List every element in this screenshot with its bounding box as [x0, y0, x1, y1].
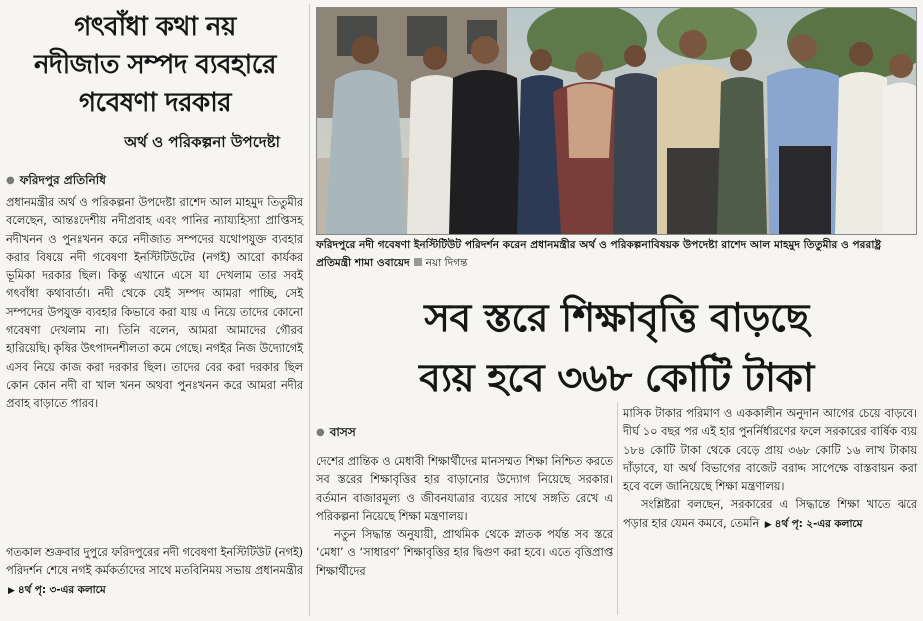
news-photo — [316, 7, 917, 235]
main-headline-line-2: ব্যয় হবে ৩৬৮ কোটি টাকা — [419, 355, 814, 401]
left-headline-line-2: নদীজাত সম্পদ ব্যবহারে — [34, 50, 276, 80]
photo-illustration — [317, 8, 916, 234]
main-col-b-paragraph-2-text: সংশ্লিষ্টরা বলছেন, সরকারের এ সিদ্ধান্তে শিক্ষা খাতে ঝরে পড়ার হার যেমন কমবে, তেমনি — [623, 497, 917, 530]
left-jump-text: ৪র্থ পৃ: ৩-এর কলামে — [17, 583, 106, 596]
photo-caption — [316, 236, 917, 272]
main-headline-line-1: সব স্তরে শিক্ষাবৃত্তি বাড়ছে — [424, 295, 809, 341]
main-story-dateline — [316, 424, 356, 444]
photo-caption-text: ফরিদপুরে নদী গবেষণা ইনস্টিটিউট পরিদর্শন করেন প্রধানমন্ত্রীর অর্থ ও পরিকল্পনাবিষয়ক উপদেষ্টা রাশেদ আল মাহমুদ তিতুমীর ও পররাষ্ট্র প্রতিমন্ত্রী শামা ওবায়েদ — [316, 239, 882, 269]
play-triangle-icon: ▶ — [764, 519, 772, 530]
left-story-dateline — [6, 172, 106, 192]
left-story-body-1: প্রধানমন্ত্রীর অর্থ ও পরিকল্পনা উপদেষ্টা রাশেদ আল মাহমুদ তিতুমীর বলেছেন, আন্তঃদেশীয় নদীপ্রবাহ এবং পানির ন্যায্যহিস্যা প্রাপ্তিসহ নদীখনন ও পুনঃখনন করে নদীজাত সম্পদের যথোপযুক্ত ব্যবহার করার বিষয়ে নদী গবেষণা ইনস্টিটিউটের (নগই) আরো কার্যকর ভূমিকা দরকার ছিল। কিন্তু এখানে এসে যা দেখলাম তার সবই গৎবাঁধা কথাবার্তা। নদী থেকে যেই সম্পদ আমরা পাচ্ছি, সেই সম্পদের উপযুক্ত ব্যবহার কিভাবে করা যায় এ নিয়ে তাদের কোনো গবেষণা দেখলাম না। তিনি বলেন, আমরা আমাদের গৌরব হারিয়েছি। কৃষির উৎপাদনশীলতা কমে গেছে। নগইর নিজ উদ্যোগেই এসব নিয়ে কাজ করা দরকার ছিল। তাদের বের করা দরকার ছিল কোন কোন নদী বা খাল খনন অথবা পুনঃখনন করে আমরা নদীর প্রবাহ বাড়াতে পারব। — [6, 195, 303, 411]
main-story-column-a — [316, 452, 613, 580]
main-col-b-paragraph-2 — [623, 495, 917, 534]
left-story-body-2 — [6, 543, 303, 600]
main-story-headline — [316, 288, 917, 408]
main-story-column-b — [623, 404, 917, 534]
main-col-a-paragraph-2: নতুন সিদ্ধান্ত অনুযায়ী, প্রাথমিক থেকে স্নাতক পর্যন্ত সব স্তরে ‘মেধা’ ও ‘সাধারণ’ শিক্ষাবৃত্তির হার দ্বিগুণ করা হবে। এতে বৃত্তিপ্রাপ্ত শিক্ষার্থীদের — [316, 527, 613, 578]
left-headline-line-1: গৎবাঁধা কথা নয় — [74, 12, 236, 42]
left-story-headline — [6, 8, 304, 122]
bullet-icon: ● — [6, 175, 15, 186]
left-headline-line-3: গবেষণা দরকার — [78, 88, 232, 118]
left-dateline-text: ফরিদপুর প্রতিনিধি — [19, 173, 106, 187]
bullet-icon: ● — [316, 427, 325, 438]
main-dateline-text: বাসস — [329, 425, 356, 439]
left-story-byline: অর্থ ও পরিকল্পনা উপদেষ্টা — [124, 133, 280, 151]
play-triangle-icon: ▶ — [8, 585, 15, 596]
column-divider — [617, 402, 618, 615]
column-divider — [309, 4, 310, 616]
photo-credit: নয়া দিগন্ত — [425, 257, 468, 269]
left-body-2-text: গতকাল শুক্রবার দুপুরে ফরিদপুরের নদী গবেষণা ইনস্টিটিউট (নগই) পরিদর্শন শেষে নগই কর্মকর্তাদের সাথে মতবিনিময় সভায় প্রধানমন্ত্রীর — [6, 545, 303, 578]
left-story-jump-link[interactable] — [6, 584, 106, 596]
square-bullet-icon — [414, 258, 422, 266]
main-story-jump-link[interactable] — [763, 518, 863, 530]
main-col-a-paragraph-1: দেশের প্রান্তিক ও মেধাবী শিক্ষার্থীদের মানসম্মত শিক্ষা নিশ্চিত করতে সব স্তরের শিক্ষাবৃত্তির হার বাড়ানোর উদ্যোগ নিয়েছে সরকার। বর্তমান বাজারমূল্য ও জীবনযাত্রার ব্যয়ের সাথে সঙ্গতি রেখে এ পরিকল্পনা নিয়েছে শিক্ষা মন্ত্রণালয়। — [316, 454, 613, 523]
main-jump-text: ৪র্থ পৃ: ২-এর কলামে — [774, 517, 863, 530]
main-col-b-paragraph-1: মাসিক টাকার পরিমাণ ও এককালীন অনুদান আগের চেয়ে বাড়বে। দীর্ঘ ১০ বছর পর এই হার পুনর্নির্ধারণের ফলে সরকারের বার্ষিক ব্যয় ১৮৪ কোটি টাকা থেকে বেড়ে প্রায় ৩৬৮ কোটি ১৬ লাখ টাকায় দাঁড়াবে, যা অর্থ বিভাগের বাজেট বরাদ্দ সাপেক্ষে বাস্তবায়ন করা হবে বলে জানিয়েছে শিক্ষা মন্ত্রণালয়। — [623, 406, 917, 494]
